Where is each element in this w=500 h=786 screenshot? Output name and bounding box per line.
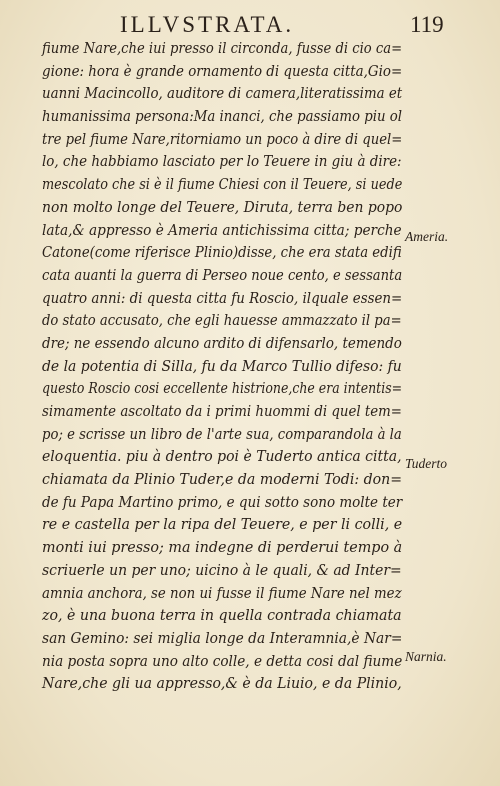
text-line: amnia anchora, se non ui fusse il fiume Nare nel mez [42,584,402,602]
text-line: questo Roscio cosi eccellente histrione,che era intentis= [42,380,403,398]
body-text [42,38,402,696]
text-line: simamente ascoltato da i primi huommi di quel tem= [42,403,402,420]
text-line: non molto longe del Teuere, Diruta, terra ben popo [42,198,403,216]
text-line: do stato accusato, che egli hauesse ammazzato il pa= [42,312,402,330]
text-line: tre pel fiume Nare,ritorniamo un poco à dire di quel= [42,130,403,148]
text-line: po; e scrisse un libro de l'arte sua, comparandola à la [42,425,402,443]
text-line: eloquentia. piu à dentro poi è Tuderto antica citta, [42,448,402,466]
text-line: cata auanti la guerra di Perseo noue cento, e sessanta [42,266,403,284]
text-line: de la potentia di Silla, fu da Marco Tullio difeso: fu [42,357,402,375]
text-line: zo, è una buona terra in quella contrada chiamata [42,607,402,625]
text-line: monti iui presso; ma indegne di perderui tempo à [42,539,403,557]
margin-note-narnia: Narnia. [405,649,447,664]
text-line: lata,& appresso è Ameria antichissima citta; perche [42,221,402,239]
text-line: Nare,che gli ua appresso,& è da Liuio, e da Plinio, [42,675,402,693]
text-line: de fu Papa Martino primo, e qui sotto sono molte ter [42,493,403,511]
page-number: 119 [410,12,444,37]
margin-note-tuderto: Tuderto [405,456,448,471]
text-line: scriuerle un per uno; uicino à le quali, & ad Inter= [42,561,402,579]
text-line: uanni Macincollo, auditore di camera,literatissima et [42,85,403,103]
running-head: ILLVSTRATA. [120,12,295,37]
text-line: gione: hora è grande ornamento di questa citta,Gio= [42,62,403,80]
text-line: san Gemino: sei miglia longe da Interamnia,è Nar= [42,629,403,647]
text-line: Catone(come riferisce Plinio)disse, che era stata edifi [42,244,402,262]
text-line: dre; ne essendo alcuno ardito di difensarlo, temendo [42,334,402,352]
text-line: re e castella per la ripa del Teuere, e per li colli, e [42,516,403,534]
text-line: nia posta sopra uno alto colle, e detta cosi dal fiume [42,652,403,670]
margin-note-ameria: Ameria. [405,229,449,244]
text-line: quatro anni: di questa citta fu Roscio, ilquale essen= [42,289,403,307]
text-line: fiume Nare,che iui presso il circonda, fusse di cio ca= [42,40,403,57]
text-line: chiamata da Plinio Tuder,e da moderni Todi: don= [42,471,403,489]
text-line: humanissima persona:Ma inanci, che passiamo piu ol [42,108,403,126]
text-line: lo, che habbiamo lasciato per lo Teuere in giu à dire: [42,153,402,171]
text-line: mescolato che si è il fiume Chiesi con il Teuere, si uede [42,176,403,194]
